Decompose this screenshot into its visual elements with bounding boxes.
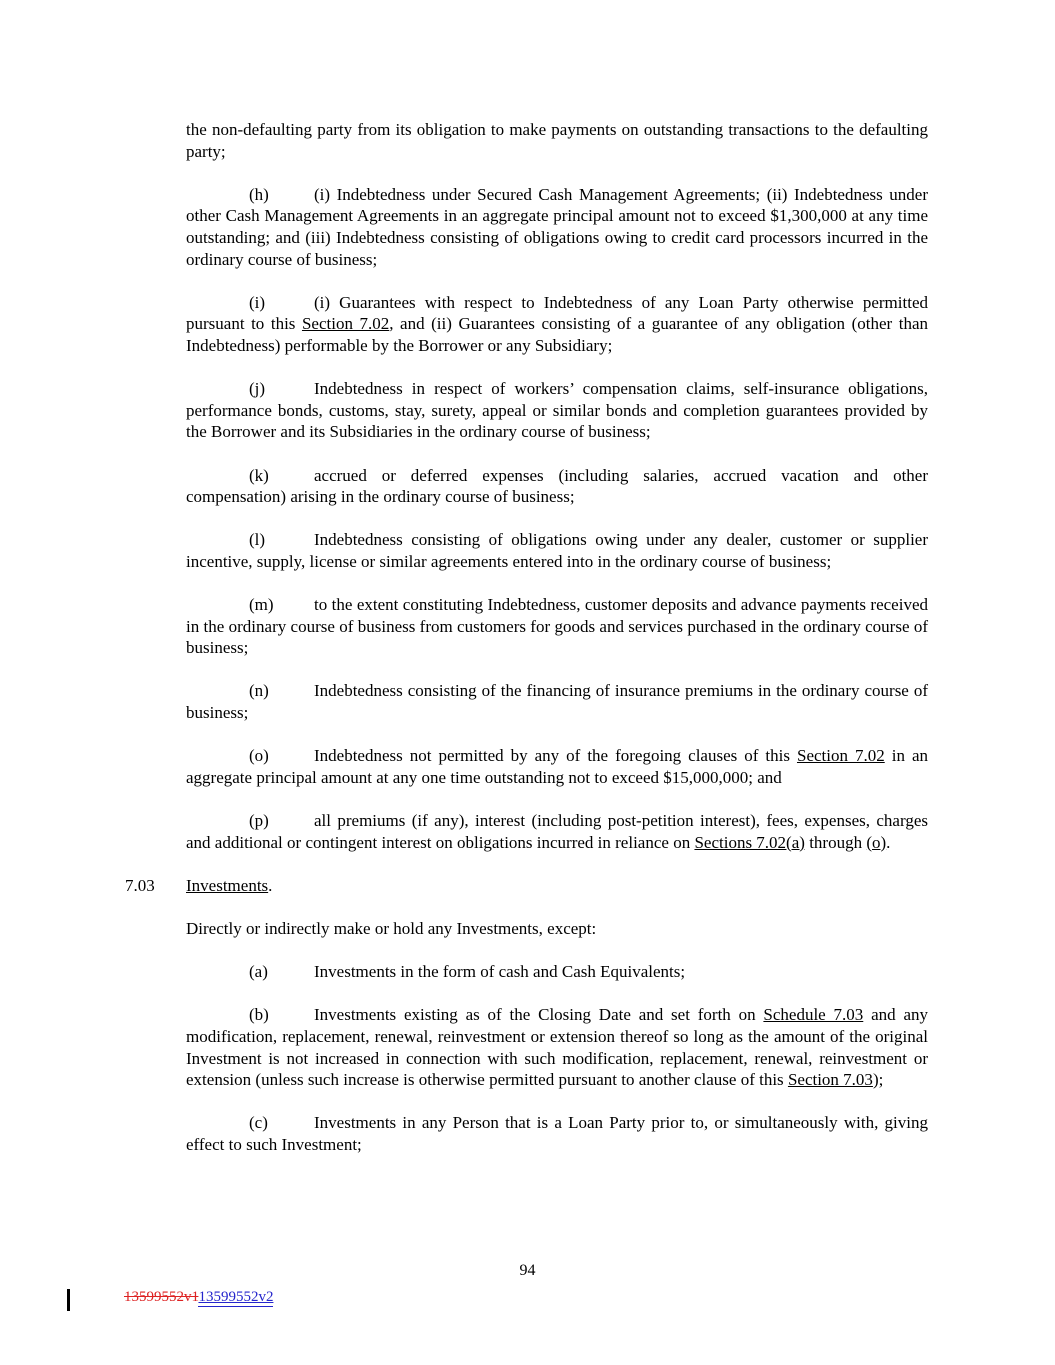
section-number: 7.03 xyxy=(125,875,155,895)
clause-b xyxy=(186,1004,928,1090)
clause-h xyxy=(186,184,928,270)
document-body xyxy=(125,119,929,1177)
clause-h-text: (i) Indebtedness under Secured Cash Management Agreements; (ii) Indebtedness under other Cash Management Agreements in an aggregate principal amount not to exceed $1,300,000 at any time outstanding; and (iii) Indebtedness consisting of obligations owing to credit card processors incurred in the ordinary course of business; xyxy=(186,184,928,269)
clause-o xyxy=(186,745,928,788)
paragraph-continuation-text: the non-defaulting party from its obligation to make payments on outstanding transactions to the defaulting party; xyxy=(186,120,928,161)
clause-p-label: (p) xyxy=(249,811,269,830)
paragraph-continuation xyxy=(186,119,928,162)
footer-deleted-doc-id: 13599552v1 xyxy=(124,1289,199,1305)
section-heading-7-03 xyxy=(125,875,928,897)
section-title-suffix: . xyxy=(268,875,273,895)
clause-i xyxy=(186,292,928,357)
clause-a-label: (a) xyxy=(249,962,268,982)
clause-l-text: Indebtedness consisting of obligations owing under any dealer, customer or supplier incentive, supply, license or similar agreements entered into in the ordinary course of business; xyxy=(186,530,928,571)
clause-j xyxy=(186,378,928,443)
clause-m-label: (m) xyxy=(249,595,274,615)
clause-m xyxy=(186,594,928,659)
clause-i-label: (i) xyxy=(249,292,266,312)
clause-c-text: Investments in any Person that is a Loan Party prior to, or simultaneously with, giving effect to such Investment; xyxy=(186,1113,928,1154)
section-title: Investments xyxy=(186,875,269,895)
clause-b-label: (b) xyxy=(249,1005,269,1025)
clause-o-label: (o) xyxy=(249,746,269,766)
clause-h-label: (h) xyxy=(249,184,269,204)
footer-inserted-doc-id: 13599552v2 xyxy=(198,1289,274,1305)
clause-c xyxy=(186,1112,928,1155)
clause-k xyxy=(186,465,928,508)
clause-n xyxy=(186,680,928,723)
revision-change-bar xyxy=(67,1289,70,1311)
clause-o-text: Indebtedness not permitted by any of the foregoing clauses of this Section 7.02 in an aggregate principal amount at any one time outstanding not to exceed $15,000,000; and xyxy=(186,746,928,787)
clause-n-text: Indebtedness consisting of the financing of insurance premiums in the ordinary course of business; xyxy=(186,681,928,723)
clause-l-label: (l) xyxy=(249,530,266,550)
clause-k-label: (k) xyxy=(249,465,269,485)
clause-a xyxy=(186,961,928,983)
clause-l xyxy=(186,529,928,572)
clause-b-text: Investments existing as of the Closing Date and set forth on Schedule 7.03 and any modification, replacement, renewal, reinvestment or extension thereof so long as the amount of the original Investment is not increased in connection with such modification, replacement, renewal, reinvestment or extension (unless such increase is otherwise permitted pursuant to another clause of this Section 7.03); xyxy=(186,1005,928,1090)
clause-j-text: Indebtedness in respect of workers’ compensation claims, self-insurance obligations, performance bonds, customs, stay, surety, appeal or similar bonds and completion guarantees provided by the Borrower and its Subsidiaries in the ordinary course of business; xyxy=(186,379,928,442)
clause-a-text: Investments in the form of cash and Cash Equivalents; xyxy=(314,962,686,982)
footer-document-ids xyxy=(124,1288,273,1307)
clause-m-text: to the extent constituting Indebtedness, customer deposits and advance payments received in the ordinary course of business from customers for goods and services purchased in the ordinary course of business; xyxy=(186,595,928,658)
clause-p-text: all premiums (if any), interest (including post-petition interest), fees, expenses, charges and additional or contingent interest on obligations incurred in reliance on Sections 7.02(a) through (o). xyxy=(186,811,928,852)
page-number: 94 xyxy=(519,1262,536,1279)
clause-n-label: (n) xyxy=(249,681,269,701)
clause-k-text: accrued or deferred expenses (including salaries, accrued vacation and other compensation) arising in the ordinary course of business; xyxy=(186,465,928,507)
clause-i-text: (i) Guarantees with respect to Indebtedness of any Loan Party otherwise permitted pursuant to this Section 7.02, and (ii) Guarantees consisting of a guarantee of any obligation (other than Indebtedness) performable by the Borrower or any Subsidiary; xyxy=(186,292,929,355)
clause-j-label: (j) xyxy=(249,379,266,399)
section-lead-in: Directly or indirectly make or hold any Investments, except: xyxy=(186,918,597,938)
clause-c-label: (c) xyxy=(249,1113,268,1133)
clause-p xyxy=(186,810,928,853)
